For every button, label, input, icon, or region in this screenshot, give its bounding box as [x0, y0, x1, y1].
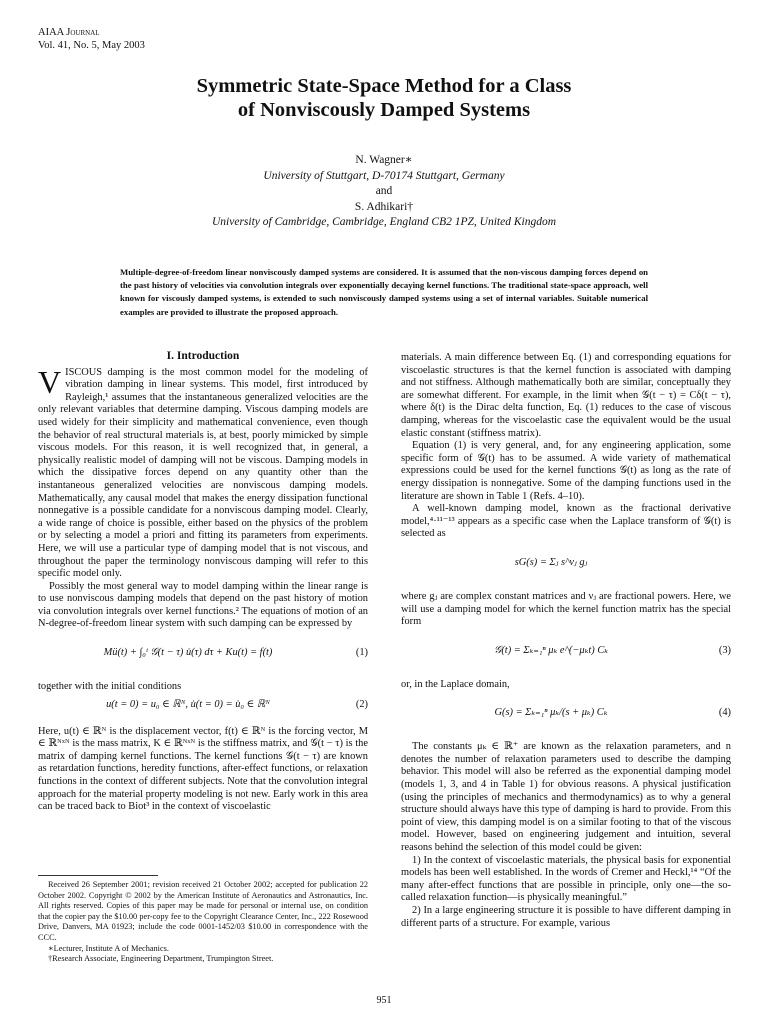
equation-3 — [401, 635, 731, 673]
intro-paragraph-1-text: ISCOUS damping is the most common model for the modeling of vibration damping in linear systems. This model, first introduced by Rayleigh,¹ assumes that the instantaneous generalized velocities are the only relevant variables that determine damping. Viscous damping models are used widely for their simplicity and mathematical convenience, even though the behavior of real structural materials is, at best, poorly mimicked by simple viscous models. For this reason, it is well recognized that, in general, a physically realistic model of damping will not be viscous. Damping models in which the dissipative forces depend on any quantity other than the instantaneous generalized velocities are nonviscous damping models. Mathematically, any causal model that makes the energy dissipation functional nonnegative is a possible candidate for a nonviscous damping model. Clearly, a wide range of choice is possible, either based on the physics of the problem or by selecting a model a priori and fitting its parameters from experiments. Here, we will use a particular type of damping model that is not viscous, and throughout the paper the terminology nonviscous damping will refer to this specific model only. — [38, 366, 368, 580]
equation-4-expr: G(s) = Σₖ₌₁ⁿ μₖ/(s + μₖ) Cₖ — [494, 707, 608, 719]
journal-volume: Vol. 41, No. 5, May 2003 — [38, 40, 145, 51]
equation-4 — [401, 697, 731, 735]
title-line-1: Symmetric State-Space Method for a Class — [196, 75, 572, 97]
equation-3-number: (3) — [718, 644, 731, 656]
right-paragraph-1: materials. A main difference between Eq. (1) and corresponding equations for viscoelastic structures is that the kernel function is associated with damping and not stiffness. Although mathematically both are similar, conceptually they are somewhat different. For example, in the limit when 𝒢(t − τ) = Cδ(t − τ), where δ(t) is the Dirac delta function, Eq. (1) reduces to the case of viscous damping, whereas for the viscoelastic case the equivalent would be the usual elastic constant (stiffness matrix). — [401, 352, 731, 439]
intro-paragraph-2: Possibly the most general way to model damping within the linear range is to use nonviscous damping models that depend on the past history of motion via convolution integrals over kernel functions.² The equations of motion of an N-degree-of-freedom linear system with such damping can be expressed by — [38, 580, 368, 630]
right-paragraph-6: The constants μₖ ∈ ℝ⁺ are known as the relaxation parameters, and n denotes the number of relaxation parameters used to describe the damping behavior. This model will also be referred as the exponential damping model (models 1, 3, and 4 in Table 1) for obvious reasons. A physical justification (using the principles of mechanics and thermodynamics) as to why a general structure should always have this type of damping is hard to provide. From this point of view, this damping model is on a similar footing to that of the viscous model. However, based on engineering judgement and intuition, several reasons behind the selection of this model could be given: — [401, 741, 731, 854]
right-paragraph-8: 2) In a large engineering structure it is possible to have different damping in different parts of a structure. For example, various — [401, 905, 731, 929]
affiliation-1: University of Stuttgart, D-70174 Stuttgart, Germany — [263, 169, 505, 182]
equation-2 — [38, 699, 368, 721]
section-heading: I. Introduction — [166, 350, 240, 362]
equation-3-expr: 𝒢(t) = Σₖ₌₁ⁿ μₖ e^(−μₖt) Cₖ — [493, 644, 609, 656]
equation-1-expr: Mü(t) + ∫₀ᵗ 𝒢(t − τ) u̇(τ) dτ + Ku(t) = f(t) — [103, 647, 273, 659]
right-paragraph-3: A well-known damping model, known as the fractional derivative model,⁴·¹¹⁻¹³ appears as a specific case when the Laplace transform of 𝒢(t) is selected as — [401, 503, 731, 540]
equation-sG-expr: sG(s) = Σⱼ s^νⱼ gⱼ — [514, 556, 588, 568]
author-block — [0, 153, 768, 231]
equation-1-number: (1) — [355, 647, 368, 659]
drop-cap: V — [38, 363, 62, 400]
footnote-rule — [38, 875, 158, 876]
page-number: 951 — [376, 995, 392, 1006]
right-paragraph-5: or, in the Laplace domain, — [401, 678, 510, 690]
author-2: S. Adhikari† — [354, 200, 414, 213]
right-paragraph-7: 1) In the context of viscoelastic materials, the physical basis for exponential models has been well established. In the words of Cremer and Heckl,¹⁴ “Of the many after-effect functions that are possible in principle, only one—the so-called relaxation function—is physically meaningful.” — [401, 854, 731, 904]
right-column — [401, 352, 731, 930]
equation-sG — [401, 547, 731, 585]
intro-paragraph-1 — [38, 363, 368, 581]
right-paragraph-4: where gⱼ are complex constant matrices and νⱼ are fractional powers. Here, we will use a damping model for which the kernel function matrix has the special form — [401, 590, 731, 628]
author-1: N. Wagner∗ — [355, 154, 413, 166]
journal-header — [38, 26, 145, 52]
paper-title — [0, 74, 768, 122]
footnotes — [38, 875, 368, 965]
affiliation-2: University of Cambridge, Cambridge, England CB2 1PZ, United Kingdom — [211, 216, 557, 228]
abstract: Multiple-degree-of-freedom linear nonviscously damped systems are considered. It is assumed that the non-viscous damping forces depend on the past history of velocities via convolution integrals over exponentially decaying kernel functions. The traditional state-space approach, well known for viscously damped systems, is extended to such nonviscously damped systems using a set of internal variables. Suitable numerical examples are provided to illustrate the proposed approach. — [120, 267, 648, 317]
author-conjunction: and — [375, 185, 393, 197]
journal-name: AIAA Journal — [38, 27, 100, 38]
equation-2-expr: u(t = 0) = u₀ ∈ ℝᴺ, u̇(t = 0) = u̇₀ ∈ ℝᴺ — [106, 698, 270, 710]
left-column — [38, 350, 368, 814]
footnote-1: ∗Lecturer, Institute A of Mechanics. — [48, 943, 169, 953]
title-line-2: of Nonviscously Damped Systems — [237, 99, 531, 121]
equation-1 — [38, 637, 368, 675]
footnote-received: Received 26 September 2001; revision received 21 October 2002; accepted for publication 22 October 2002. Copyright © 2002 by the American Institute of Aeronautics and Astronautics, Inc. All rights reserved. Copies of this paper may be made for personal or internal use, on condition that the copier pay the $10.00 per-copy fee to the Copyright Clearance Center, Inc., 222 Rosewood Drive, Danvers, MA 01923; include the code 0001-1452/03 $10.00 in correspondence with the CCC. — [38, 880, 368, 942]
equation-4-number: (4) — [718, 707, 731, 719]
equation-2-number: (2) — [355, 698, 368, 710]
footnote-2: †Research Associate, Engineering Department, Trumpington Street. — [48, 954, 274, 964]
right-paragraph-2: Equation (1) is very general, and, for any engineering application, some specific form of 𝒢(t) has to be assumed. A wide variety of mathematical expressions could be used for the kernel functions 𝒢(t) as long as the rate of energy dissipation is nonnegative. Some of the damping functions used in the literature are shown in Table 1 (Refs. 4–10). — [401, 440, 731, 502]
intro-paragraph-4: Here, u(t) ∈ ℝᴺ is the displacement vector, f(t) ∈ ℝᴺ is the forcing vector, M ∈ ℝᴺˣᴺ is the mass matrix, K ∈ ℝᴺˣᴺ is the stiffness matrix, and 𝒢(t − τ) is the matrix of damping kernel functions. The kernel functions 𝒢(t − τ) are known as retardation functions, heredity functions, after-effect functions, or relaxation functions in the context of different subjects. Note that the convolution integral approach for the material property modeling is not new. Early work in this area can be traced back to Biot³ in the context of viscoelastic — [38, 725, 368, 813]
intro-paragraph-3: together with the initial conditions — [38, 681, 182, 693]
